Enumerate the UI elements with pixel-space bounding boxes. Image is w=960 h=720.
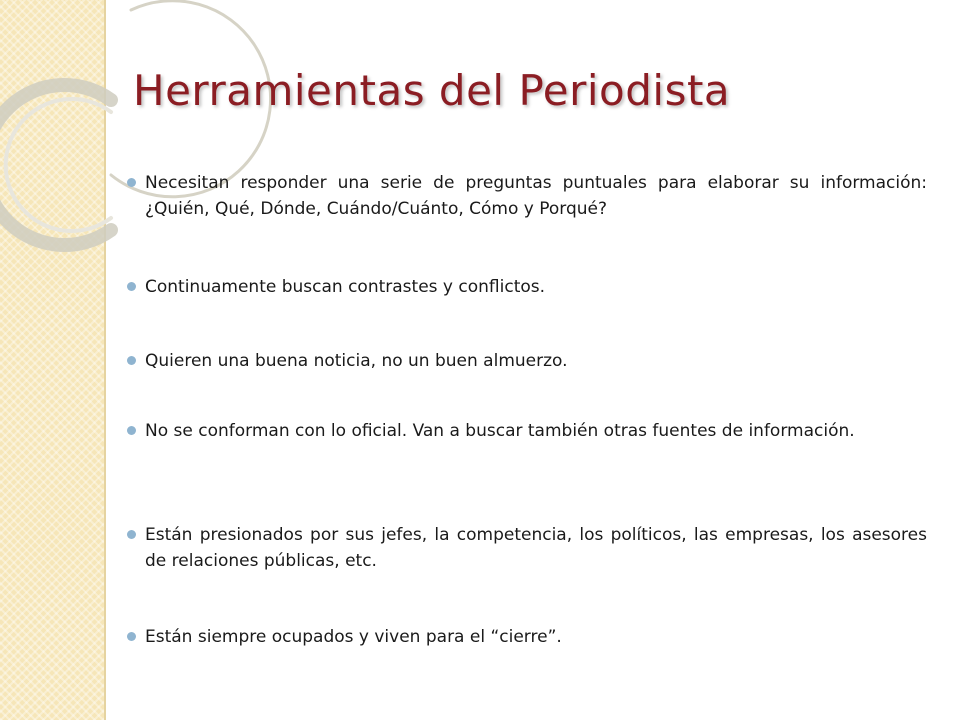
bullet-text: Necesitan responder una serie de preguntas puntuales para elaborar su información: ¿Quién, Qué, Dónde, Cuándo/Cuánto, Cómo y Porqué? — [145, 173, 927, 219]
bullet-dot-icon — [127, 282, 136, 291]
bullet-dot-icon — [127, 426, 136, 435]
bullet-text: Están presionados por sus jefes, la competencia, los políticos, las empresas, los asesores de relaciones públicas, etc. — [145, 525, 927, 571]
bullet-item — [127, 418, 927, 444]
bullet-item — [127, 348, 927, 374]
bullet-text: Están siempre ocupados y viven para el “cierre”. — [145, 627, 562, 647]
bullet-item — [127, 274, 927, 300]
bullet-item — [127, 522, 927, 574]
bullet-text: Continuamente buscan contrastes y conflictos. — [145, 277, 546, 297]
bullet-dot-icon — [127, 530, 136, 539]
sidebar-texture — [0, 0, 106, 720]
bullet-dot-icon — [127, 178, 136, 187]
bullet-dot-icon — [127, 356, 136, 365]
bullet-item — [127, 624, 927, 650]
slide-title: Herramientas del Periodista — [133, 66, 731, 115]
bullet-text: No se conforman con lo oficial. Van a buscar también otras fuentes de información. — [145, 421, 855, 441]
bullet-item — [127, 170, 927, 222]
bullet-dot-icon — [127, 632, 136, 641]
bullet-text: Quieren una buena noticia, no un buen almuerzo. — [145, 351, 568, 371]
